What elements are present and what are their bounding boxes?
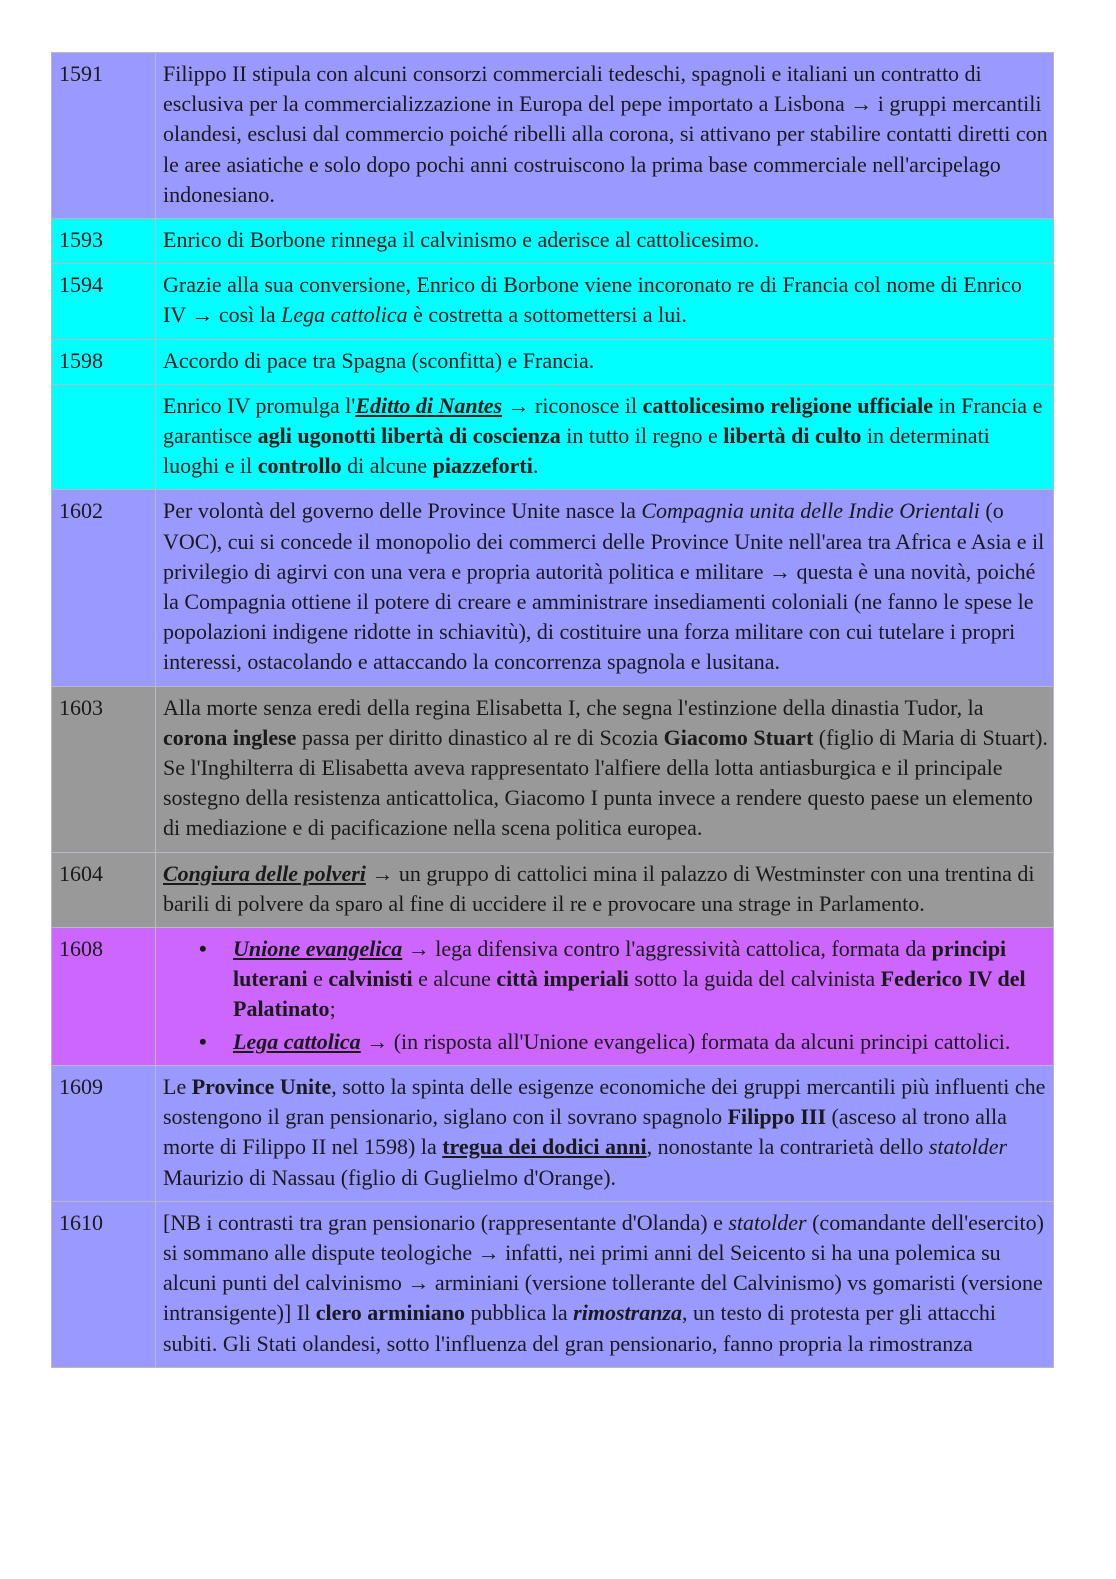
table-row bbox=[52, 686, 1054, 852]
event-cell: Le Province Unite, sotto la spinta delle esigenze economiche dei gruppi mercantili più influenti che sostengono il gran pensionario, siglano con il sovrano spagnolo Filippo III (asceso al trono alla morte di Filippo II nel 1598) la tregua dei dodici anni, nonostante la contrarietà dello statolder Maurizio di Nassau (figlio di Guglielmo d'Orange). bbox=[156, 1065, 1054, 1201]
year-cell: 1603 bbox=[52, 686, 156, 852]
table-row bbox=[52, 490, 1054, 686]
table-row bbox=[52, 339, 1054, 384]
event-cell: Alla morte senza eredi della regina Elisabetta I, che segna l'estinzione della dinastia Tudor, la corona inglese passa per diritto dinastico al re di Scozia Giacomo Stuart (figlio di Maria di Stuart). Se l'Inghilterra di Elisabetta aveva rappresentato l'alfiere della lotta antiasburgica e il principale sostegno della resistenza anticattolica, Giacomo I punta invece a rendere questo paese un elemento di mediazione e di pacificazione nella scena politica europea. bbox=[156, 686, 1054, 852]
event-cell bbox=[156, 928, 1054, 1066]
table-row bbox=[52, 264, 1054, 339]
year-cell: 1610 bbox=[52, 1201, 156, 1367]
year-cell: 1593 bbox=[52, 219, 156, 264]
document-page bbox=[51, 52, 1054, 1368]
bullet-list bbox=[163, 934, 1049, 1057]
timeline-table bbox=[51, 52, 1054, 1368]
table-row bbox=[52, 928, 1054, 1066]
event-cell: [NB i contrasti tra gran pensionario (rappresentante d'Olanda) e statolder (comandante dell'esercito) si sommano alle dispute teologiche → infatti, nei primi anni del Seicento si ha una polemica su alcuni punti del calvinismo → arminiani (versione tollerante del Calvinismo) vs gomaristi (versione intransigente)] Il clero arminiano pubblica la rimostranza, un testo di protesta per gli attacchi subiti. Gli Stati olandesi, sotto l'influenza del gran pensionario, fanno propria la rimostranza bbox=[156, 1201, 1054, 1367]
year-cell: 1604 bbox=[52, 852, 156, 927]
event-cell: Per volontà del governo delle Province Unite nasce la Compagnia unita delle Indie Orientali (o VOC), cui si concede il monopolio dei commerci delle Province Unite nell'area tra Africa e Asia e il privilegio di agirvi con una vera e propria autorità politica e militare → questa è una novità, poiché la Compagnia ottiene il potere di creare e amministrare insediamenti coloniali (ne fanno le spese le popolazioni indigene ridotte in schiavitù), di costituire una forza militare con cui tutelare i propri interessi, ostacolando e attaccando la concorrenza spagnola e lusitana. bbox=[156, 490, 1054, 686]
bullet-icon: • bbox=[199, 1028, 207, 1054]
event-cell: Enrico IV promulga l'Editto di Nantes → riconosce il cattolicesimo religione ufficiale in Francia e garantisce agli ugonotti libertà di coscienza in tutto il regno e libertà di culto in determinati luoghi e il controllo di alcune piazzeforti. bbox=[156, 384, 1054, 490]
year-cell: 1609 bbox=[52, 1065, 156, 1201]
table-row bbox=[52, 1065, 1054, 1201]
event-cell: Congiura delle polveri → un gruppo di cattolici mina il palazzo di Westminster con una trentina di barili di polvere da sparo al fine di uccidere il re e provocare una strage in Parlamento. bbox=[156, 852, 1054, 927]
year-cell: 1608 bbox=[52, 928, 156, 1066]
year-cell bbox=[52, 384, 156, 490]
event-cell: Grazie alla sua conversione, Enrico di Borbone viene incoronato re di Francia col nome di Enrico IV → così la Lega cattolica è costretta a sottomettersi a lui. bbox=[156, 264, 1054, 339]
event-cell: Filippo II stipula con alcuni consorzi commerciali tedeschi, spagnoli e italiani un contratto di esclusiva per la commercializzazione in Europa del pepe importato a Lisbona → i gruppi mercantili olandesi, esclusi dal commercio poiché ribelli alla corona, si attivano per stabilire contatti diretti con le aree asiatiche e solo dopo pochi anni costruiscono la prima base commerciale nell'arcipelago indonesiano. bbox=[156, 53, 1054, 219]
bullet-icon: • bbox=[199, 936, 207, 962]
table-row bbox=[52, 219, 1054, 264]
year-cell: 1594 bbox=[52, 264, 156, 339]
list-item: • Unione evangelica → lega difensiva contro l'aggressività cattolica, formata da principi luterani e calvinisti e alcune città imperiali sotto la guida del calvinista Federico IV del Palatinato; bbox=[199, 936, 1026, 1022]
year-cell: 1602 bbox=[52, 490, 156, 686]
table-row bbox=[52, 53, 1054, 219]
list-item: • Lega cattolica → (in risposta all'Unione evangelica) formata da alcuni principi cattolici. bbox=[233, 1027, 1049, 1057]
table-row bbox=[52, 852, 1054, 927]
year-cell: 1591 bbox=[52, 53, 156, 219]
event-cell: Enrico di Borbone rinnega il calvinismo e aderisce al cattolicesimo. bbox=[156, 219, 1054, 264]
year-cell: 1598 bbox=[52, 339, 156, 384]
table-row bbox=[52, 1201, 1054, 1367]
event-cell: Accordo di pace tra Spagna (sconfitta) e Francia. bbox=[156, 339, 1054, 384]
table-row bbox=[52, 384, 1054, 490]
